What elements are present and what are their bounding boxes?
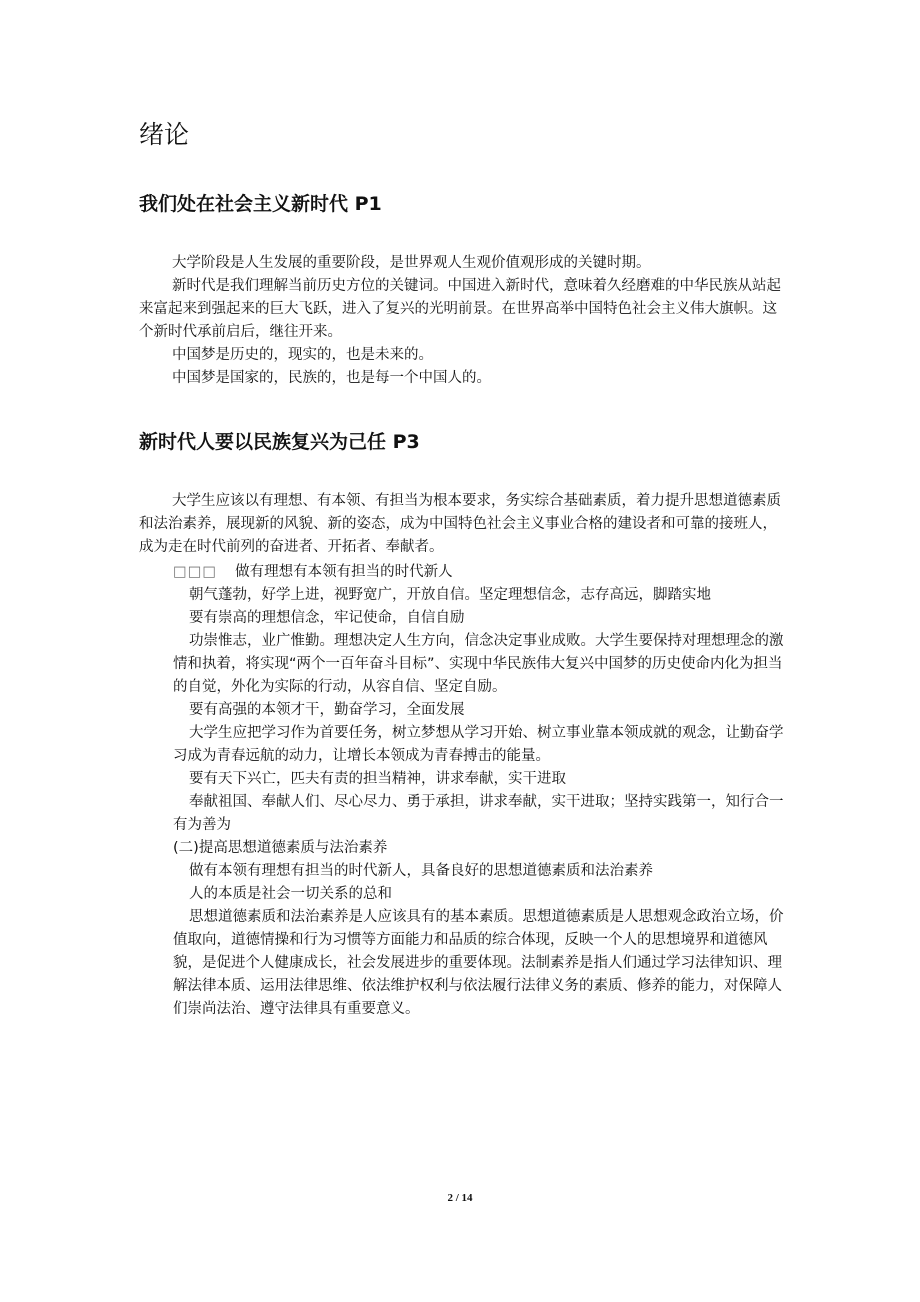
paragraph: 奉献祖国、奉献人们、尽心尽力、勇于承担，讲求奉献，实干进取；坚持实践第一，知行合一有为善为 [173, 794, 784, 833]
section-1-body [139, 252, 789, 390]
paragraph: 功崇惟志，业广惟勤。理想决定人生方向，信念决定事业成败。大学生要保持对理想理念的激情和执着，将实现“两个一百年奋斗目标”、实现中华民族伟大复兴中国梦的历史使命内化为担当的自觉，外化为实际的行动，从容自信、坚定自励。 [173, 633, 784, 695]
paragraph: 中国梦是历史的，现实的，也是未来的。 [172, 347, 433, 363]
paragraph: 大学生应该以有理想、有本领、有担当为根本要求，务实综合基础素质，着力提升思想道德素质和法治素养，展现新的风貌、新的姿态，成为中国特色社会主义事业合格的建设者和可靠的接班人，成为走在时代前列的奋进者、开拓者、奉献者。 [139, 493, 781, 555]
paragraph: 做有本领有理想有担当的时代新人，具备良好的思想道德素质和法治素养 [189, 863, 653, 879]
paragraph: 人的本质是社会一切关系的总和 [189, 886, 392, 902]
subsection-1-title: 做有理想有本领有担当的时代新人 [235, 564, 453, 580]
paragraph: 大学生应把学习作为首要任务，树立梦想从学习开始、树立事业靠本领成就的观念，让勤奋学习成为青春远航的动力，让增长本领成为青春搏击的能量。 [173, 725, 784, 764]
paragraph: 要有天下兴亡，匹夫有责的担当精神，讲求奉献，实干进取 [189, 771, 566, 787]
subsection-1-title-line [173, 561, 785, 584]
paragraph: 大学阶段是人生发展的重要阶段，是世界观人生观价值观形成的关键时期。 [172, 255, 651, 271]
chapter-title: 绪论 [139, 120, 190, 149]
page-number: 2 / 14 [447, 1192, 473, 1204]
paragraph: 中国梦是国家的，民族的，也是每一个中国人的。 [172, 370, 491, 386]
paragraph: 要有高强的本领才干，勤奋学习，全面发展 [189, 702, 465, 718]
subsection-2-title: (二)提高思想道德素质与法治素养 [173, 840, 388, 856]
paragraph: 思想道德素质和法治素养是人应该具有的基本素质。思想道德素质是人思想观念政治立场，价值取向，道德情操和行为习惯等方面能力和品质的综合体现，反映一个人的思想境界和道德风貌，是促进个人健康成长，社会发展进步的重要体现。法制素养是指人们通过学习法律知识、理解法律本质、运用法律思维、依法维护权利与依法履行法律义务的素质、修养的能力，对保障人们崇尚法治、遵守法律具有重要意义。 [173, 909, 784, 1017]
paragraph: 朝气蓬勃，好学上进，视野宽广，开放自信。坚定理想信念，志存高远，脚踏实地 [189, 587, 711, 603]
subsection-1 [173, 561, 785, 1021]
paragraph: 要有崇高的理想信念，牢记使命，自信自励 [189, 610, 465, 626]
section-heading-1: 我们处在社会主义新时代 P1 [139, 193, 382, 215]
list-marker: □□□ [173, 564, 218, 580]
section-heading-2: 新时代人要以民族复兴为己任 P3 [139, 431, 420, 453]
section-2-intro [139, 490, 789, 559]
paragraph: 新时代是我们理解当前历史方位的关键词。中国进入新时代，意味着久经磨难的中华民族从站起来富起来到强起来的巨大飞跃，进入了复兴的光明前景。在世界高举中国特色社会主义伟大旗帜。这个新时代承前启后，继往开来。 [139, 278, 781, 340]
